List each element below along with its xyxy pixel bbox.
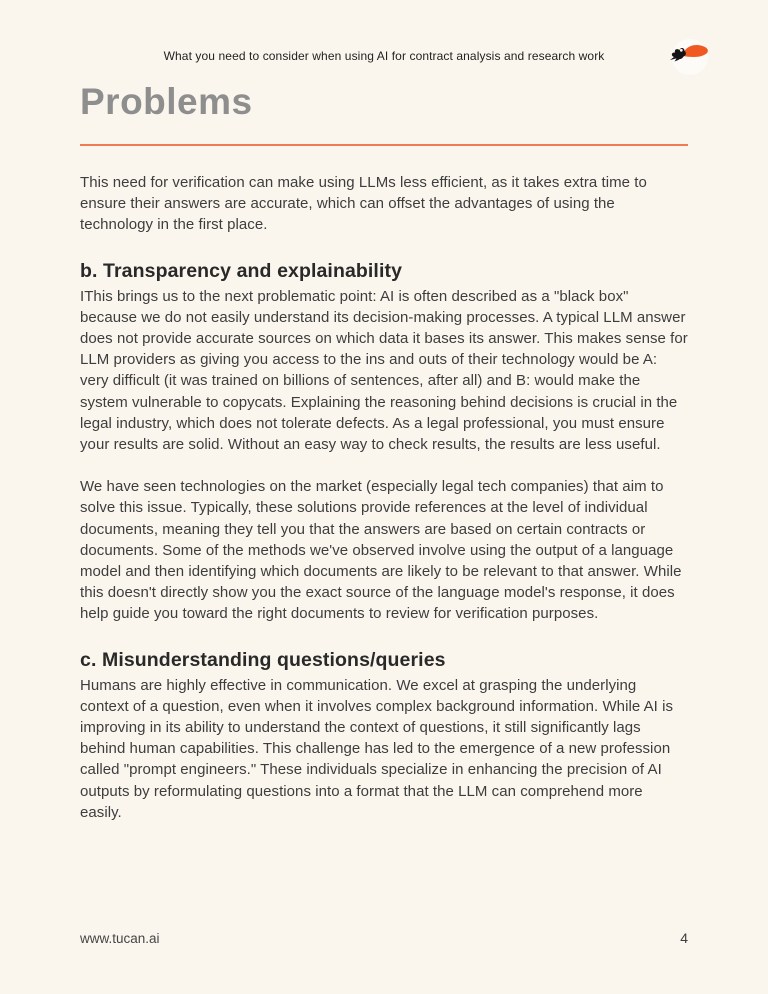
running-header-title: What you need to consider when using AI for contract analysis and research work	[163, 49, 605, 63]
accent-divider	[80, 144, 688, 146]
intro-paragraph: This need for verification can make using LLMs less efficient, as it takes extra time to ensure their answers are accurate, which can offset the advantages of using the technology in the first place.	[80, 174, 647, 234]
page-title: Problems	[80, 81, 253, 122]
page-header	[80, 44, 688, 76]
tucan-logo-icon	[666, 36, 714, 80]
section-paragraph: We have seen technologies on the market (especially legal tech companies) that aim to solve this issue. Typically, these solutions provide references at the level of individual documents, meaning they tell you that the answers are based on certain contracts or documents. Some of the methods we've observed involve using the output of a language model and then identifying which documents are likely to be relevant to that answer. While this doesn't directly show you the exact source of the language model's response, it does help guide you toward the right documents to review for verification purposes.	[80, 478, 682, 623]
section-heading-transparency: b. Transparency and explainability	[80, 259, 403, 282]
section-heading-misunderstanding: c. Misunderstanding questions/queries	[80, 648, 446, 671]
section-paragraph: Humans are highly effective in communication. We excel at grasping the underlying context of a question, even when it involves complex background information. While AI is improving in its ability to understand the context of questions, it still significantly lags behind human capabilities. This challenge has led to the emergence of a new profession called "prompt engineers." These individuals specialize in enhancing the precision of AI outputs by reformulating questions into a format that the LLM can comprehend more easily.	[80, 676, 674, 821]
website-link[interactable]: www.tucan.ai	[80, 931, 160, 946]
section-paragraph: IThis brings us to the next problematic point: AI is often described as a "black box" because we do not easily understand its decision-making processes. A typical LLM answer does not provide accurate sources on which data it bases its answer. This makes sense for LLM providers as giving you access to the ins and outs of their technology would be A: very difficult (it was trained on billions of sentences, after all) and B: would make the system vulnerable to copycats. Explaining the reasoning behind decisions is crucial in the legal industry, which does not tolerate defects. As a legal professional, you must ensure your results are solid. Without an easy way to check results, the results are less useful.	[80, 287, 688, 454]
page-footer	[80, 930, 688, 946]
section-transparency-explainability	[80, 236, 688, 625]
page-number: 4	[680, 930, 688, 946]
section-misunderstanding-queries	[80, 625, 688, 823]
